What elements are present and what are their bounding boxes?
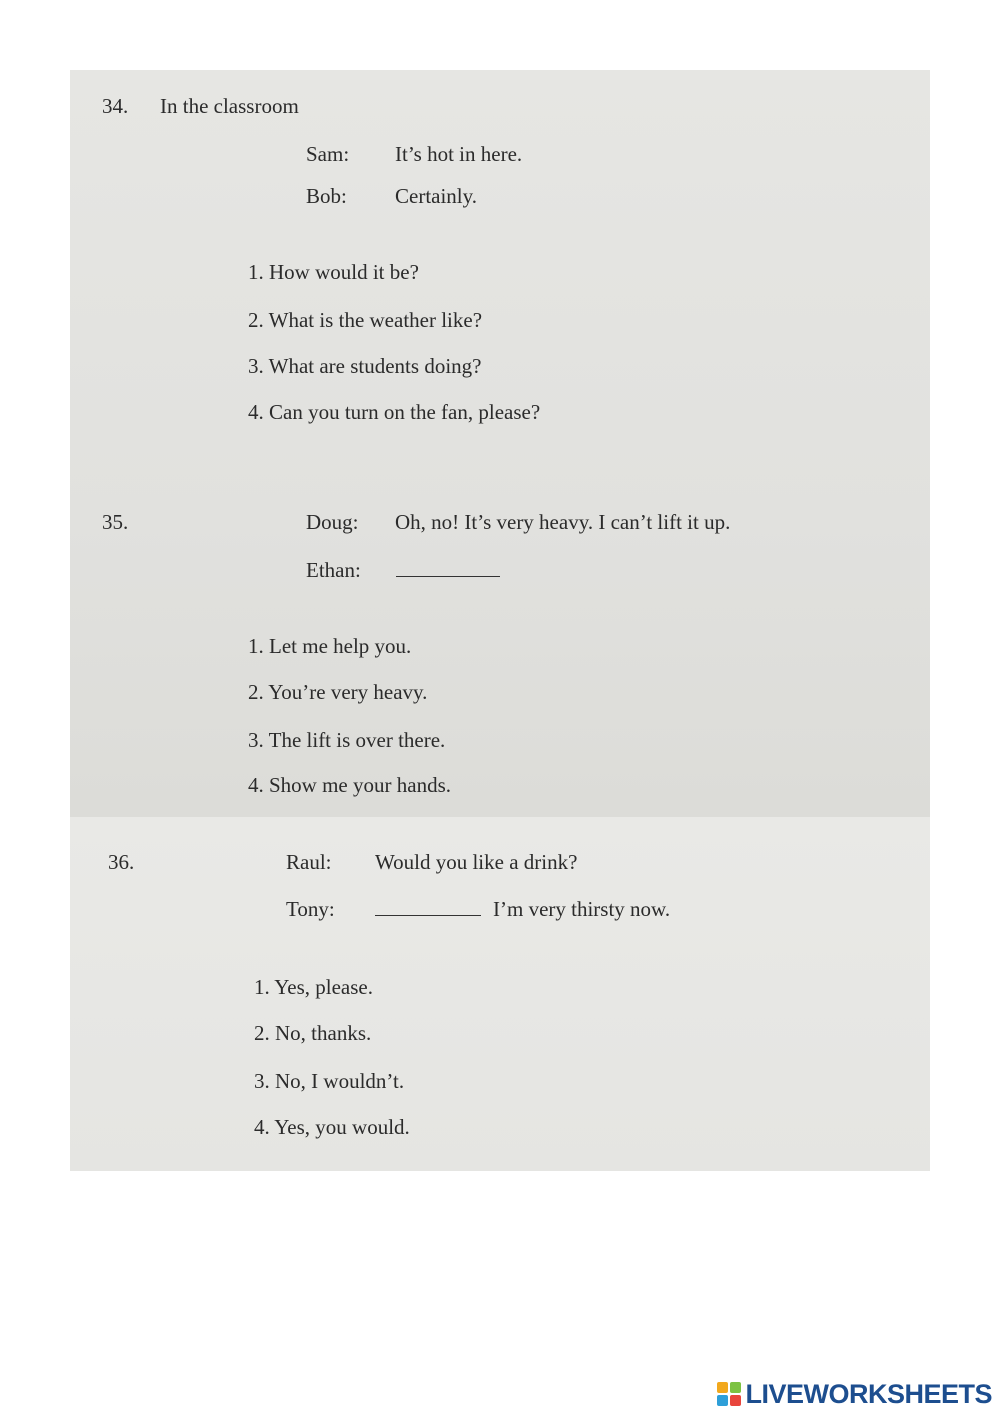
scanned-page-top — [70, 70, 930, 817]
dialogue-speaker: Ethan: — [306, 558, 361, 582]
answer-option: 1. Let me help you. — [248, 634, 412, 658]
dialogue-line: Would you like a drink? — [375, 850, 578, 874]
dialogue-line: Certainly. — [395, 184, 478, 208]
answer-option: 2. What is the weather like? — [248, 308, 483, 332]
scanned-page-bottom — [70, 817, 930, 1171]
answer-option: 3. The lift is over there. — [248, 728, 446, 752]
answer-blank[interactable] — [375, 897, 481, 921]
logo-text: LIVEWORKSHEETS — [745, 1378, 992, 1409]
answer-option: 1. Yes, please. — [254, 975, 373, 999]
dialogue-speaker: Raul: — [286, 850, 332, 874]
answer-option: 4. Show me your hands. — [248, 773, 451, 797]
answer-option: 3. What are students doing? — [248, 354, 482, 378]
question-number: 36. — [108, 850, 135, 874]
dialogue-speaker: Tony: — [286, 897, 335, 921]
dialogue-line: Oh, no! It’s very heavy. I can’t lift it up. — [395, 510, 731, 534]
answer-option: 3. No, I wouldn’t. — [254, 1069, 405, 1093]
dialogue-line: It’s hot in here. — [395, 142, 523, 166]
dialogue-speaker: Sam: — [306, 142, 350, 166]
question-title: In the classroom — [160, 94, 299, 118]
logo-mark-icon — [717, 1382, 741, 1406]
dialogue-line: I’m very thirsty now. — [493, 897, 671, 921]
answer-option: 2. No, thanks. — [254, 1021, 372, 1045]
answer-option: 1. How would it be? — [248, 260, 419, 284]
liveworksheets-logo[interactable] — [717, 1378, 992, 1410]
answer-option: 2. You’re very heavy. — [248, 680, 428, 704]
answer-option: 4. Can you turn on the fan, please? — [248, 400, 541, 424]
answer-blank[interactable] — [396, 558, 500, 582]
dialogue-speaker: Bob: — [306, 184, 347, 208]
question-number: 34. — [102, 94, 129, 118]
answer-option: 4. Yes, you would. — [254, 1115, 410, 1139]
question-number: 35. — [102, 510, 129, 534]
dialogue-speaker: Doug: — [306, 510, 359, 534]
